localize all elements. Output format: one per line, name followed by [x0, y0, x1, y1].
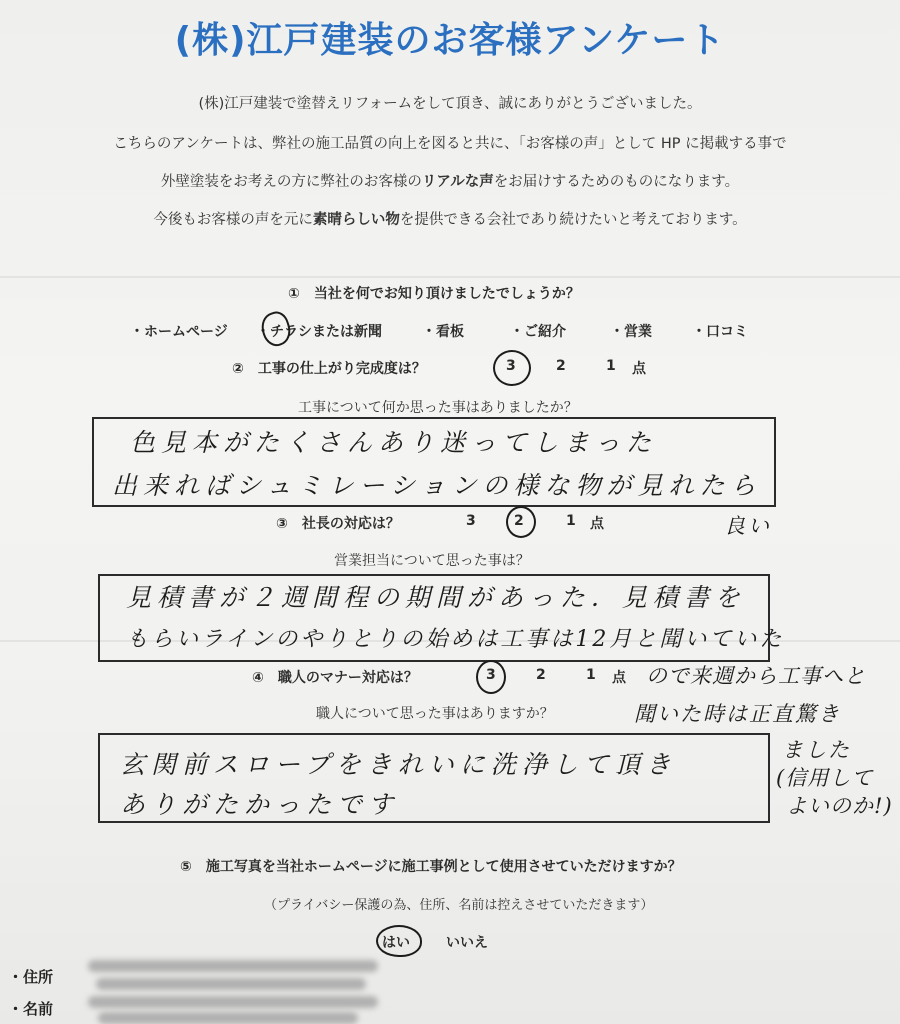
score-3[interactable]: 3 [486, 667, 496, 683]
question-4-sub: 職人について思った事はありますか？ [316, 706, 554, 722]
handwritten-answer: 玄関前スロープをきれいに洗浄して頂き [120, 750, 677, 779]
handwritten-note: 良い [724, 514, 772, 538]
handwritten-answer: 色見本がたくさんあり迷ってしまった [130, 428, 658, 457]
handwritten-note: 聞いた時は正直驚き [634, 702, 841, 726]
score-unit: 点 [612, 670, 626, 686]
option-homepage[interactable]: ・ホームページ [130, 324, 228, 340]
score-1[interactable]: 1 [606, 358, 616, 374]
option-sales[interactable]: ・営業 [610, 324, 652, 340]
option-referral[interactable]: ・ご紹介 [510, 324, 566, 340]
score-2[interactable]: 2 [536, 667, 546, 683]
option-signboard[interactable]: ・看板 [422, 324, 464, 340]
redacted-name [98, 1012, 358, 1024]
handwritten-note: よいのか!) [786, 794, 893, 818]
option-word-of-mouth[interactable]: ・口コミ [692, 324, 748, 340]
question-5: ⑤ 施工写真を当社ホームページに施工事例として使用させていただけますか？ [180, 859, 682, 875]
handwritten-answer: ありがたかったです [120, 790, 400, 819]
address-label: ・住所 [8, 968, 54, 986]
score-2[interactable]: 2 [556, 358, 566, 374]
handwritten-answer: 出来ればシュミレーションの様な物が見れたら [112, 471, 762, 500]
question-3-sub: 営業担当について思った事は？ [334, 553, 530, 569]
option-flyer[interactable]: ・チラシまたは新聞 [256, 324, 382, 340]
handwritten-answer: もらいラインのやりとりの始めは工事は12月と聞いていた [126, 627, 785, 652]
option-yes[interactable]: はい [382, 935, 410, 951]
handwritten-note: ので来週から工事へと [646, 664, 866, 688]
question-4: ④ 職人のマナー対応は？ [252, 670, 418, 686]
redacted-address [96, 978, 366, 990]
check-mark [257, 309, 294, 350]
score-1[interactable]: 1 [566, 513, 576, 529]
option-no[interactable]: いいえ [446, 935, 488, 951]
name-label: ・名前 [8, 1000, 54, 1018]
question-1: ① 当社を何でお知り頂けましたでしょうか？ [288, 286, 580, 302]
selection-circle [476, 660, 506, 694]
selection-circle [376, 925, 422, 957]
intro-line: こちらのアンケートは、弊社の施工品質の向上を図ると共に、「お客様の声」として HP に掲載する事で [113, 136, 787, 152]
score-2[interactable]: 2 [514, 513, 524, 529]
score-3[interactable]: 3 [506, 358, 516, 374]
redacted-name [88, 996, 378, 1008]
selection-circle [493, 350, 531, 386]
score-unit: 点 [590, 516, 604, 532]
score-unit: 点 [632, 361, 646, 377]
paper-fold [0, 276, 900, 278]
handwritten-answer: 見積書が２週間程の期間があった．見積書を [126, 583, 746, 612]
handwritten-note: ました [782, 738, 851, 762]
question-2: ② 工事の仕上がり完成度は？ [232, 361, 426, 377]
handwritten-note: (信用して [776, 766, 874, 790]
page-title: (株)江戸建装のお客様アンケート [174, 20, 726, 61]
intro-line: 外壁塗装をお考えの方に弊社のお客様のリアルな声をお届けするためのものになります。 [160, 174, 740, 190]
question-3: ③ 社長の対応は？ [276, 516, 400, 532]
selection-circle [506, 506, 536, 538]
score-3[interactable]: 3 [466, 513, 476, 529]
intro-line: (株)江戸建装で塗替えリフォームをして頂き、誠にありがとうございました。 [198, 96, 702, 112]
score-1[interactable]: 1 [586, 667, 596, 683]
intro-line: 今後もお客様の声を元に素晴らしい物を提供できる会社であり続けたいと考えております。 [153, 212, 747, 228]
privacy-note: （プライバシー保護の為、住所、名前は控えさせていただきます） [264, 898, 654, 913]
redacted-address [88, 960, 378, 972]
question-2-sub: 工事について何か思った事はありましたか？ [298, 400, 578, 416]
